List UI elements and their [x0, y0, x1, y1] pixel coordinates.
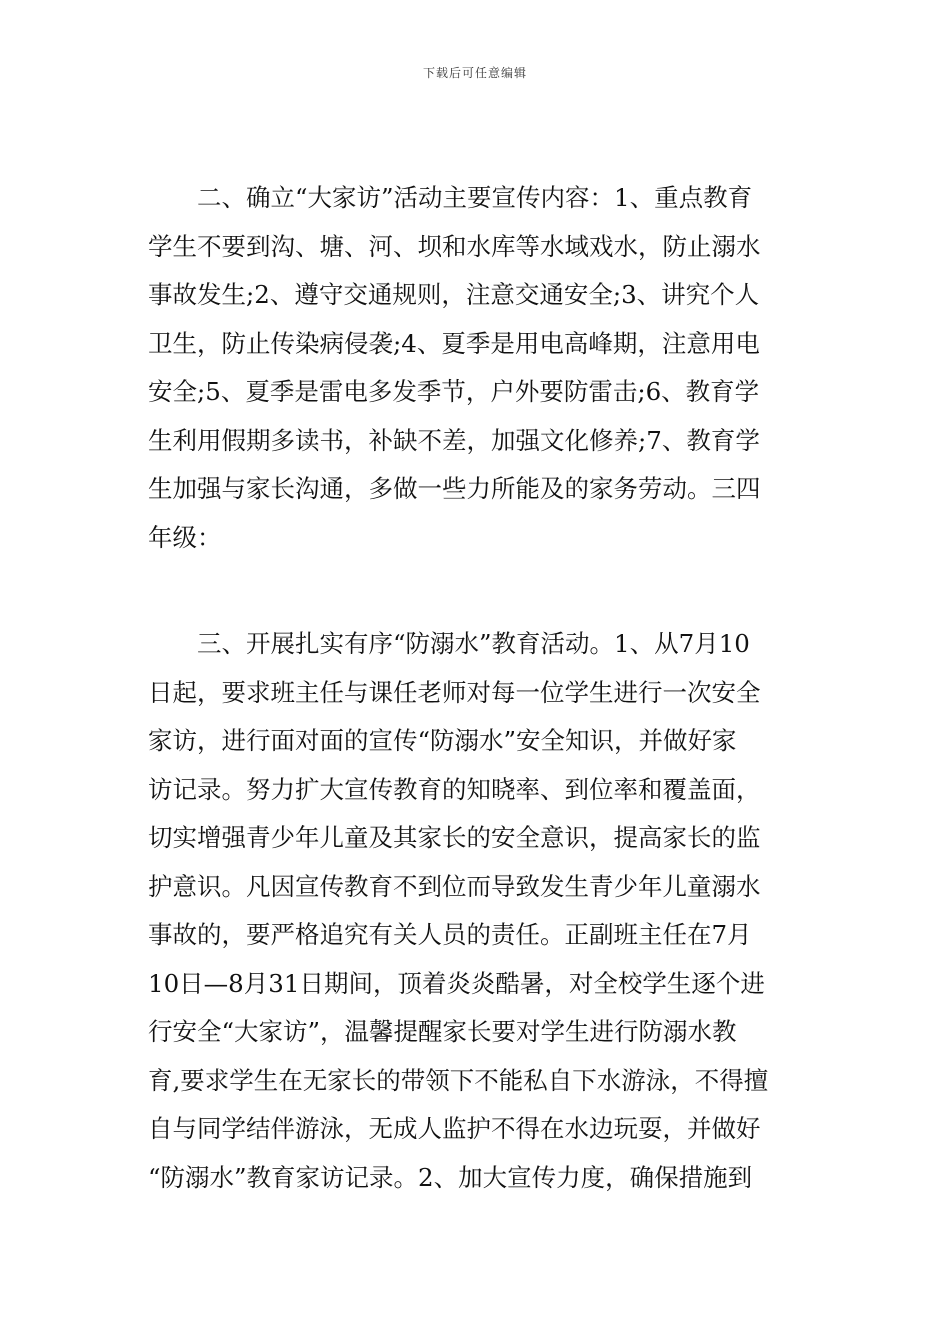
line-text: 三、开展扎实有序“防溺水”教育活动。1、从7月10 — [197, 629, 750, 658]
paragraph-line: 行安全“大家访”，温馨提醒家长要对学生进行防溺水教 — [148, 1017, 737, 1046]
paragraph-line: 卫生，防止传染病侵袭;4、夏季是用电高峰期，注意用电 — [148, 328, 760, 358]
paragraph-line: 护意识。凡因宣传教育不到位而导致发生青少年儿童溺水 — [148, 871, 761, 901]
paragraph-line: 10日—8月31日期间，顶着炎炎酷暑，对全校学生逐个进 — [148, 968, 765, 998]
paragraph-line: 生利用假期多读书，补缺不差，加强文化修养;7、教育学 — [148, 425, 760, 455]
paragraph-line: 事故的，要严格追究有关人员的责任。正副班主任在7月 — [148, 920, 752, 949]
paragraph-line — [148, 174, 808, 223]
paragraph-publicity-content — [148, 174, 808, 562]
paragraph-line: 安全;5、夏季是雷电多发季节，户外要防雷击;6、教育学 — [148, 377, 760, 406]
page-header: 下载后可任意编辑 — [422, 66, 527, 80]
paragraph-line: 自与同学结伴游泳，无成人监护不得在水边玩耍，并做好 — [148, 1114, 761, 1143]
paragraph-anti-drowning-activity — [148, 620, 808, 1202]
line-text: 二、确立“大家访”活动主要宣传内容：1、重点教育 — [197, 183, 753, 212]
paragraph-line: 家访，进行面对面的宣传“防溺水”安全知识，并做好家 — [148, 726, 737, 755]
paragraph-line: 年级： — [148, 522, 222, 552]
paragraph-line: 生加强与家长沟通，多做一些力所能及的家务劳动。三四 — [148, 474, 761, 503]
paragraph-line: “防溺水”教育家访记录。2、加大宣传力度，确保措施到 — [148, 1162, 753, 1192]
paragraph-line: 事故发生;2、遵守交通规则，注意交通安全;3、讲究个人 — [148, 280, 760, 309]
paragraph-line: 切实增强青少年儿童及其家长的安全意识，提高家长的监 — [148, 823, 761, 852]
paragraph-line: 访记录。努力扩大宣传教育的知晓率、到位率和覆盖面， — [148, 774, 761, 804]
paragraph-line: 育,要求学生在无家长的带领下不能私自下水游泳，不得擅 — [148, 1065, 769, 1095]
paragraph-line: 学生不要到沟、塘、河、坝和水库等水域戏水，防止溺水 — [148, 231, 761, 261]
paragraph-line: 日起，要求班主任与课任老师对每一位学生进行一次安全 — [148, 677, 761, 707]
paragraph-line — [148, 620, 808, 669]
